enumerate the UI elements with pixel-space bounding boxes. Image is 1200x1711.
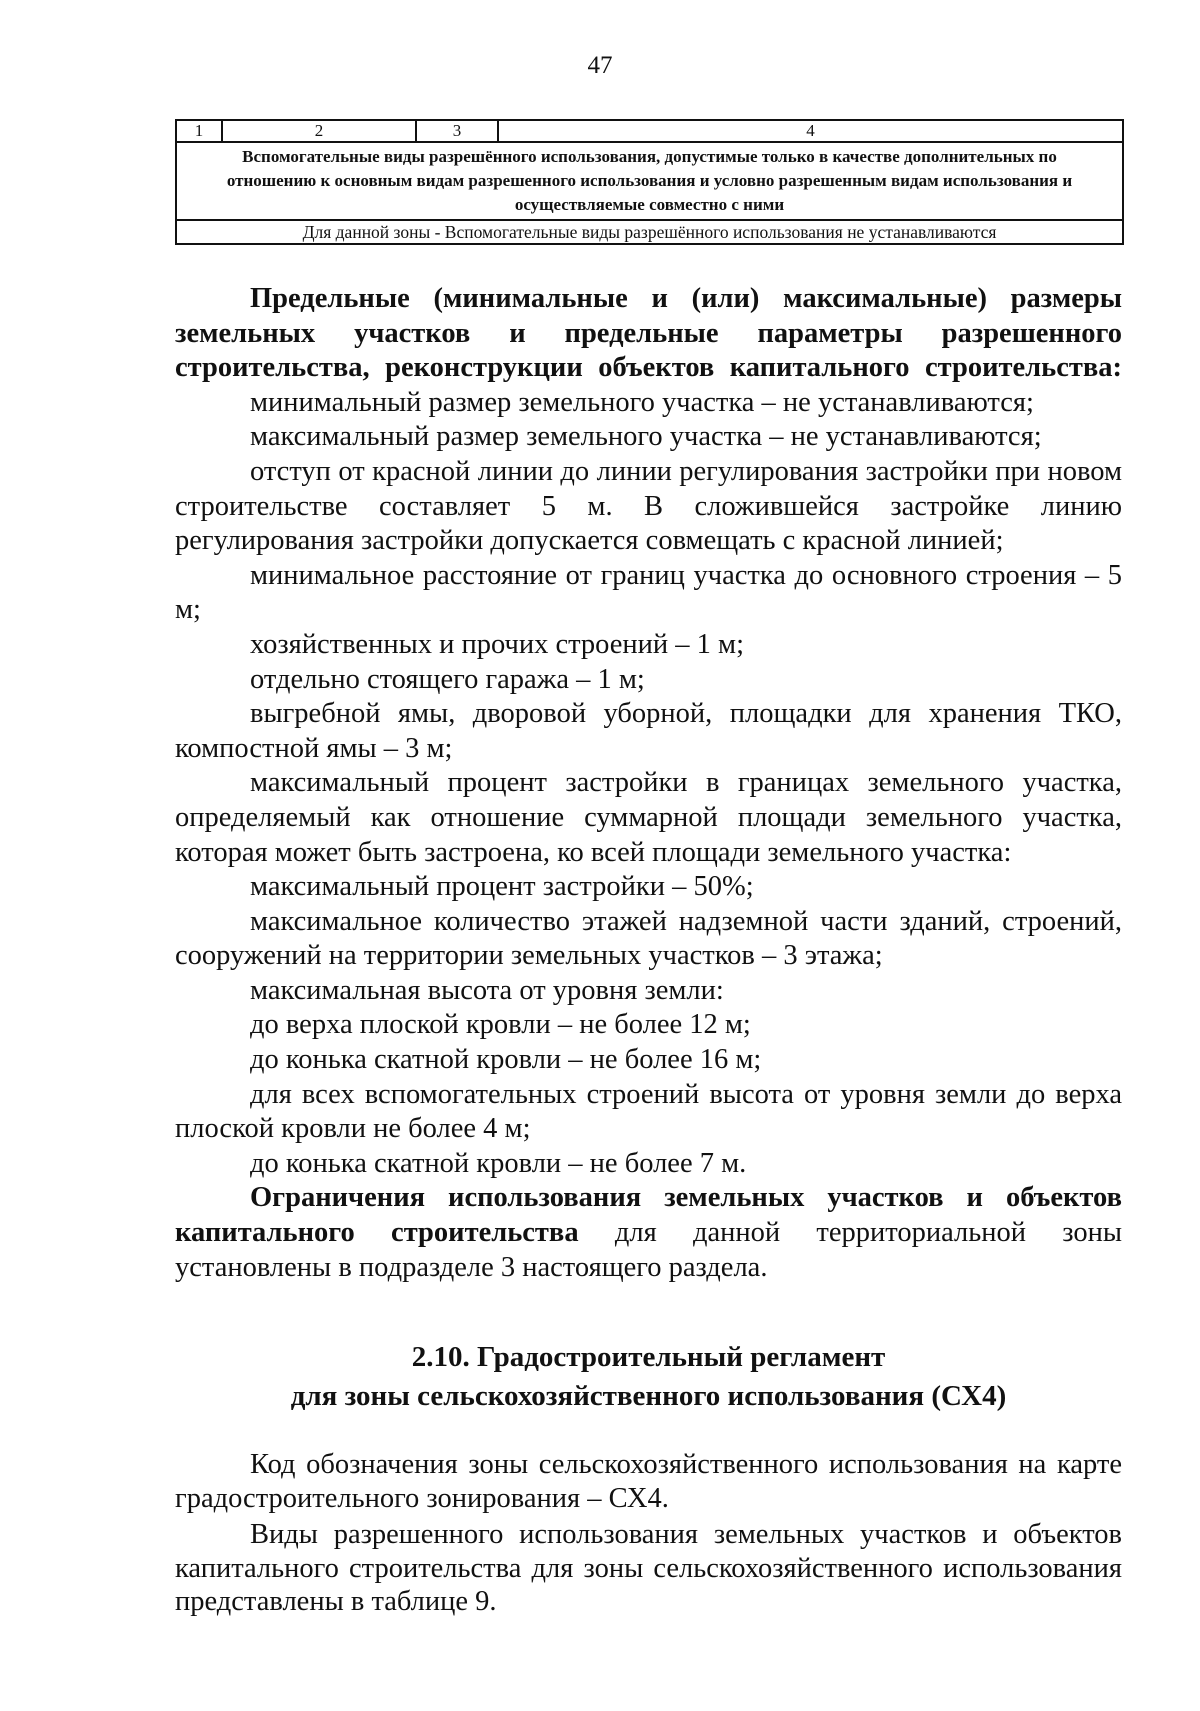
restrictions-paragraph: [175, 1181, 1122, 1285]
permitted-uses-table-fragment: [175, 119, 1124, 245]
list-item: максимальный процент застройки – 50%;: [250, 871, 754, 903]
list-item: выгребной ямы, дворовой уборной, площадки для хранения ТКО, компостной ямы – 3 м;: [175, 698, 1122, 764]
list-item: максимальный процент застройки в границах земельного участка, определяемый как отношение суммарной площади земельного участка, которая может быть застроена, ко всей площади земельного участка:: [175, 767, 1122, 868]
page-number: 47: [587, 52, 613, 79]
list-item: до конька скатной кровли – не более 7 м.: [250, 1147, 747, 1179]
column-number: 1: [176, 120, 222, 142]
restrictions-bold-text: Ограничения использования земельных участков и объектов капитального строительства: [175, 1182, 1122, 1249]
restrictions-text: для данной территориальной зоны установлены в подразделе 3 настоящего раздела.: [175, 1217, 1122, 1283]
table-column-numbers-row: [176, 120, 1123, 142]
list-item: отдельно стоящего гаража – 1 м;: [250, 663, 645, 695]
section-heading: [175, 1338, 1122, 1416]
paragraph: Код обозначения зоны сельскохозяйственного использования на карте градостроительного зонирования – СХ4.: [175, 1449, 1122, 1514]
limits-section: [175, 282, 1122, 1285]
list-item: для всех вспомогательных строений высота от уровня земли до верха плоской кровли не более 4 м;: [175, 1078, 1122, 1145]
auxiliary-uses-note: Для данной зоны - Вспомогательные виды разрешённого использования не устанавливаются: [176, 220, 1123, 244]
column-number: 4: [498, 120, 1123, 142]
auxiliary-uses-title: Вспомогательные виды разрешённого использования, допустимые только в качестве дополнительных по отношению к основным видам разрешенного использования и условно разрешенным видам использования и осуществляемые совместно с ними: [176, 142, 1123, 220]
list-item: до конька скатной кровли – не более 16 м;: [250, 1044, 762, 1076]
section-title-line-1: 2.10. Градостроительный регламент: [411, 1341, 886, 1373]
list-item: минимальный размер земельного участка – не устанавливаются;: [250, 386, 1034, 418]
column-number: 3: [416, 120, 498, 142]
section-body: [175, 1448, 1122, 1622]
list-item: отступ от красной линии до линии регулирования застройки при новом строительстве составляет 5 м. В сложившейся застройке линию регулирования застройки допускается совмещать с красной линией;: [175, 455, 1122, 557]
list-item: максимальный размер земельного участка – не устанавливаются;: [250, 421, 1042, 453]
table-note-row: [176, 220, 1123, 244]
column-number: 2: [222, 120, 416, 142]
list-item: минимальное расстояние от границ участка до основного строения – 5 м;: [175, 559, 1122, 626]
list-item: максимальная высота от уровня земли:: [250, 974, 724, 1006]
section-title-line-2: для зоны сельскохозяйственного использования (СХ4): [290, 1380, 1007, 1412]
limits-heading: Предельные (минимальные и (или) максимальные) размеры земельных участков и предельные параметры разрешенного строительства, реконструкции объектов капитального строительства:: [175, 283, 1122, 384]
list-item: хозяйственных и прочих строений – 1 м;: [250, 628, 744, 660]
list-item: максимальное количество этажей надземной части зданий, строений, сооружений на территории земельных участков – 3 этажа;: [175, 905, 1122, 972]
list-item: до верха плоской кровли – не более 12 м;: [250, 1009, 751, 1041]
paragraph: Виды разрешенного использования земельных участков и объектов капитального строительства для зоны сельскохозяйственного использования представлены в таблице 9.: [175, 1519, 1122, 1617]
table-section-heading-row: [176, 142, 1123, 220]
